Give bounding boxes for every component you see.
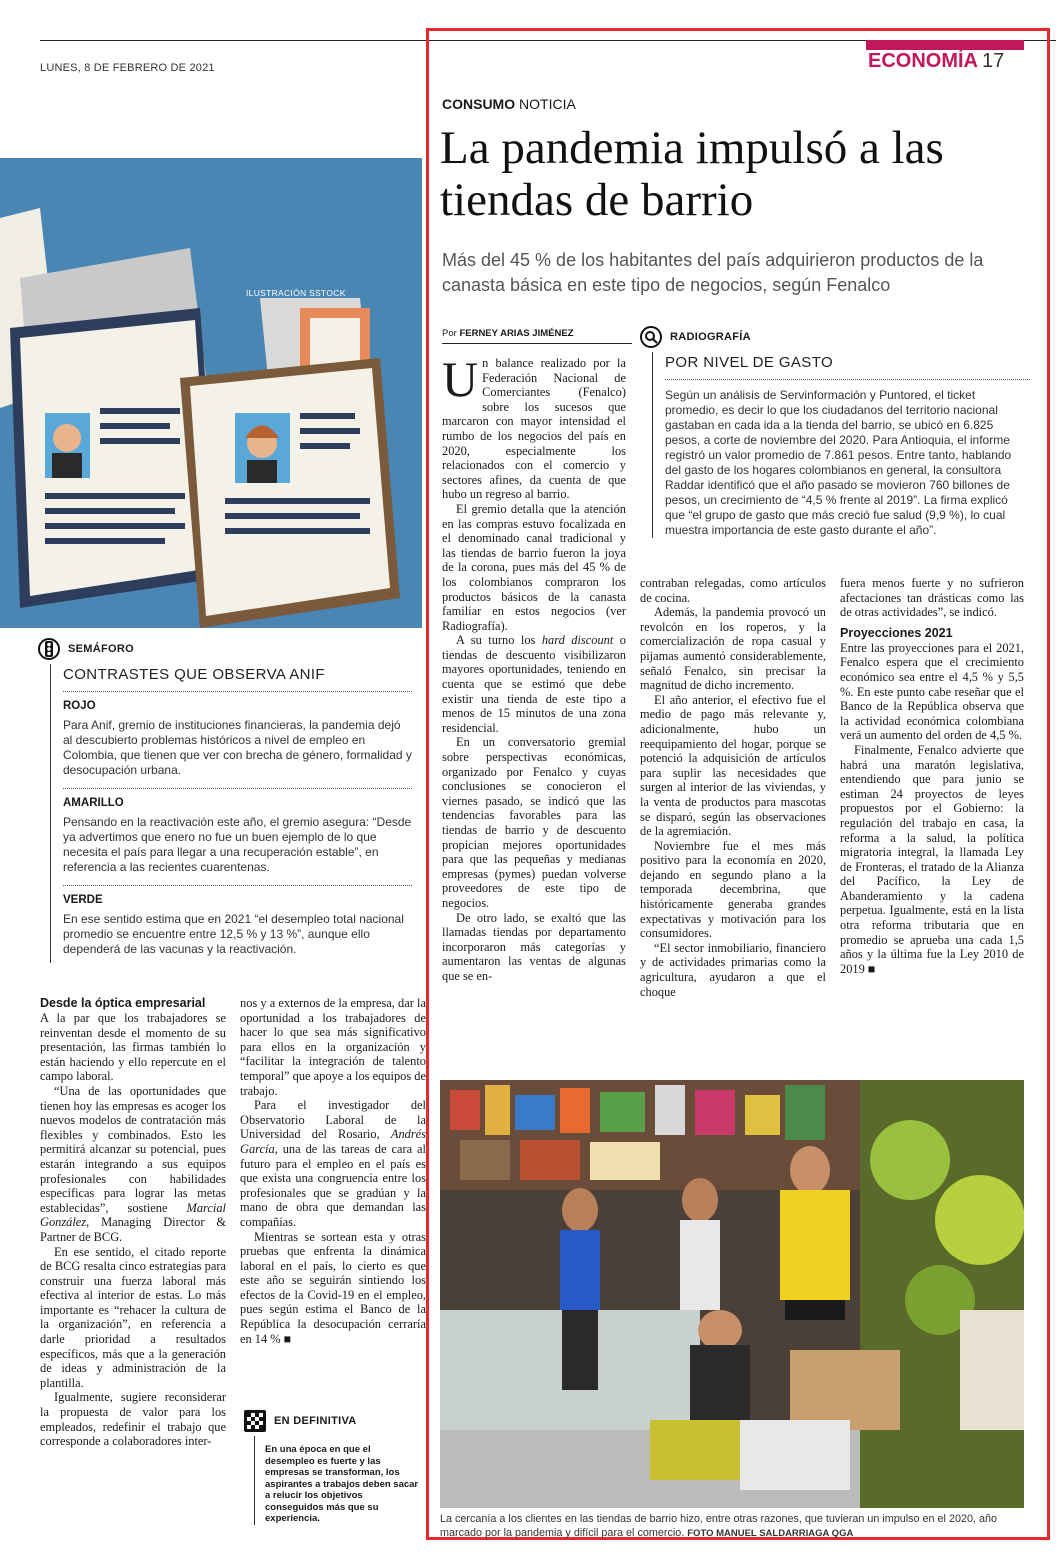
radiografia-box bbox=[640, 326, 1030, 538]
radiografia-body: Según un análisis de Servinformación y Puntored, el ticket promedio, es decir lo que los ciudadanos del territorio nacional gastaban en cada ida a la tienda del barrio, se ubicó en 6.825 pesos, a corte de noviembre del 2020. Para Antioquia, el informe registró un valor promedio de 7.861 pesos. Entre tanto, hablando del gasto de los hogares colombianos en general, la consultora Raddar identificó que el año pasado se movieron 760 billones de pesos, un crecimiento de “4,5 % frente al 2019”. La firma explicó que “el grupo de gasto que más creció fue salud (9,9 %), lo cual muestra importancia de este gasto durante el año”. bbox=[665, 388, 1012, 537]
semaforo-content bbox=[50, 664, 412, 963]
section-name: ECONOMÍA bbox=[868, 50, 978, 72]
article-paragraph: “El sector inmobiliario, financiero y de actividades primarias como la agricultura, ayudaron a que el choque bbox=[640, 940, 826, 999]
traffic-light-icon bbox=[38, 638, 60, 660]
article-paragraph: Entre las proyecciones para el 2021, Fenalco espera que el crecimiento económico sea entre el 4,5 % y 5,5 %. En este punto cabe reseñar que el Banco de la República observa que la actividad económica colombiana verá un aumento del orden de 4,5 %. bbox=[840, 640, 1024, 743]
article-lead: n balance realizado por la Federación Nacional de Comerciantes (Fenalco) sobre los sucesos que marcaron con mayor intensidad el rumbo de los negocios del país en 2020, especialmente los relacionados con el comercio y sectores afines, da cuenta de que hubo un regreso al barrio. bbox=[442, 356, 626, 502]
article-paragraph bbox=[442, 633, 626, 735]
en-definitiva-label: EN DEFINITIVA bbox=[274, 1415, 357, 1427]
article-text: Para el investigador del Observatorio Laboral de la Universidad del Rosario, bbox=[240, 1098, 426, 1142]
article-text: “Una de las oportunidades que tienen hoy las empresas es acoger los nuevos modelos de contratación más flexibles y combinados. Esto les permitirá alcanzar su potencial, pues estarán integrando a sus equipos profesionales con habilidades específicas para lograr las metas establecidas”, sostiene bbox=[40, 1083, 226, 1215]
page-number: 17 bbox=[982, 50, 1005, 72]
radiografia-title: POR NIVEL DE GASTO bbox=[665, 354, 834, 371]
semaforo-title: CONTRASTES QUE OBSERVA ANIF bbox=[63, 666, 325, 683]
semaforo-item-rojo bbox=[63, 692, 412, 788]
store-photo-graphic bbox=[440, 1080, 1024, 1508]
byline-author: FERNEY ARIAS JIMÉNEZ bbox=[459, 328, 574, 339]
semaforo-label: SEMÁFORO bbox=[68, 643, 134, 655]
semaforo-item-heading: ROJO bbox=[63, 700, 96, 712]
article-kicker bbox=[442, 96, 576, 112]
radiografia-label: RADIOGRAFÍA bbox=[670, 331, 751, 343]
photo-caption-text: La cercanía a los clientes en las tiendas de barrio hizo, entre otras razones, que tuvieran un impulso en el 2020, año marcado por la pandemia y difícil para el comercio. bbox=[440, 1513, 997, 1539]
kicker-type: NOTICIA bbox=[519, 96, 576, 112]
article-text: , una de las tareas de cara al futuro para el empleo en el país es que exista una congruencia entre los profesionales que se gradúan y la mano de obra que demandan las compañías. bbox=[240, 1141, 426, 1229]
article-paragraph: Además, la pandemia provocó un revolcón en los roperos, y la comercialización de ropa casual y pijamas aumentó considerablemente, señaló Fenalco, sin precisar la magnitud de dicho incremento. bbox=[640, 605, 826, 693]
byline bbox=[442, 328, 573, 339]
photo-credit: FOTO MANUEL SALDARRIAGA QGA bbox=[687, 1528, 854, 1539]
left-article-paragraph bbox=[240, 1098, 426, 1229]
article-subhead: Proyecciones 2021 bbox=[840, 625, 953, 640]
left-article-paragraph: A la par que los trabajadores se reinventan desde el momento de su presentación, las firmas también lo están haciendo y ello repercute en el campo laboral. bbox=[40, 1011, 226, 1084]
article-paragraph: En un conversatorio gremial sobre perspectivas económicas, organizado por Fenalco y cuyas conclusiones se conocieron el viernes pasado, se indicó que las tendencias favorables para las tiendas de barrio y de descuento propician mejores oportunidades para que las pequeñas y medianas empresas (pymes) puedan volverse proveedores de este tipo de negocios. bbox=[442, 735, 626, 910]
issue-date: LUNES, 8 DE FEBRERO DE 2021 bbox=[40, 62, 215, 74]
article-text: o tiendas de descuento visibilizaron mayores oportunidades, teniendo en cuenta que se estimó que debe existir una tienda de este tipo a menos de 15 minutos de una zona residencial. bbox=[442, 633, 626, 735]
magnifier-icon bbox=[640, 326, 662, 348]
article-column-2 bbox=[640, 576, 826, 999]
en-definitiva-header bbox=[244, 1410, 422, 1432]
byline-rule bbox=[442, 343, 632, 344]
en-definitiva-body: En una época en que el desempleo es fuerte y las empresas se transforman, los aspirantes a trabajos deben sacar a relucir los objetivos conseguidos más que su experiencia. bbox=[254, 1436, 422, 1525]
article-text: , Managing Director & Partner de BCG. bbox=[40, 1215, 226, 1244]
store-photo bbox=[440, 1080, 1024, 1508]
article-paragraph: fuera menos fuerte y no sufrieron afectaciones tan drásticas como las de otras actividades”, se indicó. bbox=[840, 576, 1024, 620]
article-text: A su turno los bbox=[456, 633, 542, 648]
left-article-paragraph: nos y a externos de la empresa, dar la oportunidad a los trabajadores de hacer lo que sea más significativo para ellos en la organización y “facilitar la integración de talento temporal” que apoye a los equipos de trabajo. bbox=[240, 996, 426, 1098]
semaforo-item-verde bbox=[63, 886, 412, 963]
article-italic: Andrés García bbox=[240, 1127, 426, 1156]
article-paragraph: El año anterior, el efectivo fue el medio de pago más relevante y, adicionalmente, hubo un reequipamiento del hogar, porque se potenció la adquisición de artículos para suplir las necesidades que surgen al interior de las viviendas, y la venta de productos para mascotas se disparó, según las observaciones de la agremiación. bbox=[640, 692, 826, 839]
semaforo-box bbox=[38, 638, 412, 963]
left-article-paragraph: Mientras se sortean esta y otras pruebas que enfrenta la dinámica laboral en el país, lo cierto es que este año se seguirán sintiendo los efectos de la Covid-19 en el empleo, pues según estima el Banco de la República la desocupación cerraría en 14 % ■ bbox=[240, 1229, 426, 1346]
semaforo-item-heading: AMARILLO bbox=[63, 797, 124, 809]
radiografia-header bbox=[640, 326, 1030, 348]
left-article-paragraph: Igualmente, sugiere reconsiderar la propuesta de valor para los empleados, redefinir el trabajo que corresponde a colaboradores inter- bbox=[40, 1390, 226, 1449]
dropcap: U bbox=[442, 351, 479, 407]
en-definitiva-box bbox=[244, 1410, 422, 1525]
left-article-paragraph bbox=[40, 1084, 226, 1245]
semaforo-item-amarillo bbox=[63, 789, 412, 885]
article-dek: Más del 45 % de los habitantes del país adquirieron productos de la canasta básica en este tipo de negocios, según Fenalco bbox=[442, 250, 984, 295]
article-paragraph: Noviembre fue el mes más positivo para la economía en 2020, dejando en segundo plano a la temporada decembrina, que históricamente generaba grandes expectativas y motivación para los consumidores. bbox=[640, 838, 826, 941]
article-italic: hard discount bbox=[541, 633, 614, 648]
semaforo-header bbox=[38, 638, 412, 660]
illustration bbox=[0, 158, 422, 628]
article-italic: Marcial González bbox=[40, 1200, 226, 1230]
left-article-column-1 bbox=[40, 996, 226, 1449]
radiografia-content bbox=[652, 352, 1030, 538]
headline: La pandemia impulsó a las tiendas de barrio bbox=[440, 122, 944, 226]
checkered-flag-icon bbox=[244, 1410, 266, 1432]
illustration-credit: ILUSTRACIÓN SSTOCK bbox=[246, 288, 346, 298]
semaforo-item-heading: VERDE bbox=[63, 894, 103, 906]
semaforo-item-body: Para Anif, gremio de instituciones financieras, la pandemia dejó al descubierto problemas históricos a nivel de empleo en Colombia, que tienen que ver con brecha de género, formalidad y desocupación urbana. bbox=[63, 718, 412, 777]
photo-caption bbox=[440, 1512, 1030, 1541]
article-paragraph: contraban relegadas, como artículos de cocina. bbox=[640, 576, 826, 605]
kicker-topic: CONSUMO bbox=[442, 96, 516, 112]
left-article-subhead: Desde la óptica empresarial bbox=[40, 996, 206, 1010]
left-article-paragraph: En ese sentido, el citado reporte de BCG resalta cinco estrategias para construir una fuerza laboral más efectiva al interior de estas. Lo más importante es “rehacer la cultura de la organización”, en referencia a darle prioridad a resultados específicos, más que a la generación de ideas y administración de la plantilla. bbox=[40, 1244, 226, 1390]
article-paragraph: El gremio detalla que la atención en las compras estuvo focalizada en el denominado canal tradicional y las tiendas de barrio fueron la joya de la corona, pues más del 45 % de los colombianos compraron los productos básicos de la canasta familiar en estos negocios (ver Radiografía). bbox=[442, 501, 626, 633]
left-article-column-2 bbox=[240, 996, 426, 1346]
article-paragraph: Finalmente, Fenalco advierte que habrá una maratón legislativa, entendiendo que para junio se estiman 24 proyectos de leyes propuestos por el Gobierno: la regulación del trabajo en casa, la reforma a la salud, la política migratoria integral, la llamada Ley de Fronteras, el tratado de la Alianza del Pacífico, la Ley de Abanderamiento y la cadena perpetua. Igualmente, está en la lista otra reforma tributaria que en promedio se aprueba una cada 1,5 años y la última fue la Ley 2010 de 2019 ■ bbox=[840, 742, 1024, 976]
article-paragraph: De otro lado, se exaltó que las llamadas tiendas por departamento incorporaron más categorías y aumentaron las ventas de algunas que se en- bbox=[442, 910, 626, 983]
byline-prefix: Por bbox=[442, 328, 457, 339]
illustration-graphic bbox=[0, 158, 422, 628]
semaforo-item-body: Pensando en la reactivación este año, el gremio asegura: “Desde ya advertimos que enero no fue un buen ejemplo de lo que necesita el país para llegar a una recuperación estable”, en referencia a las recientes cuarentenas. bbox=[63, 815, 412, 874]
semaforo-item-body: En ese sentido estima que en 2021 “el desempleo total nacional promedio se encuentre entre 12,5 % y 13 %”, aunque ello dependerá de las vacunas y la reactivación. bbox=[63, 912, 404, 956]
article-column-3 bbox=[840, 576, 1024, 976]
article-column-1 bbox=[442, 351, 626, 984]
